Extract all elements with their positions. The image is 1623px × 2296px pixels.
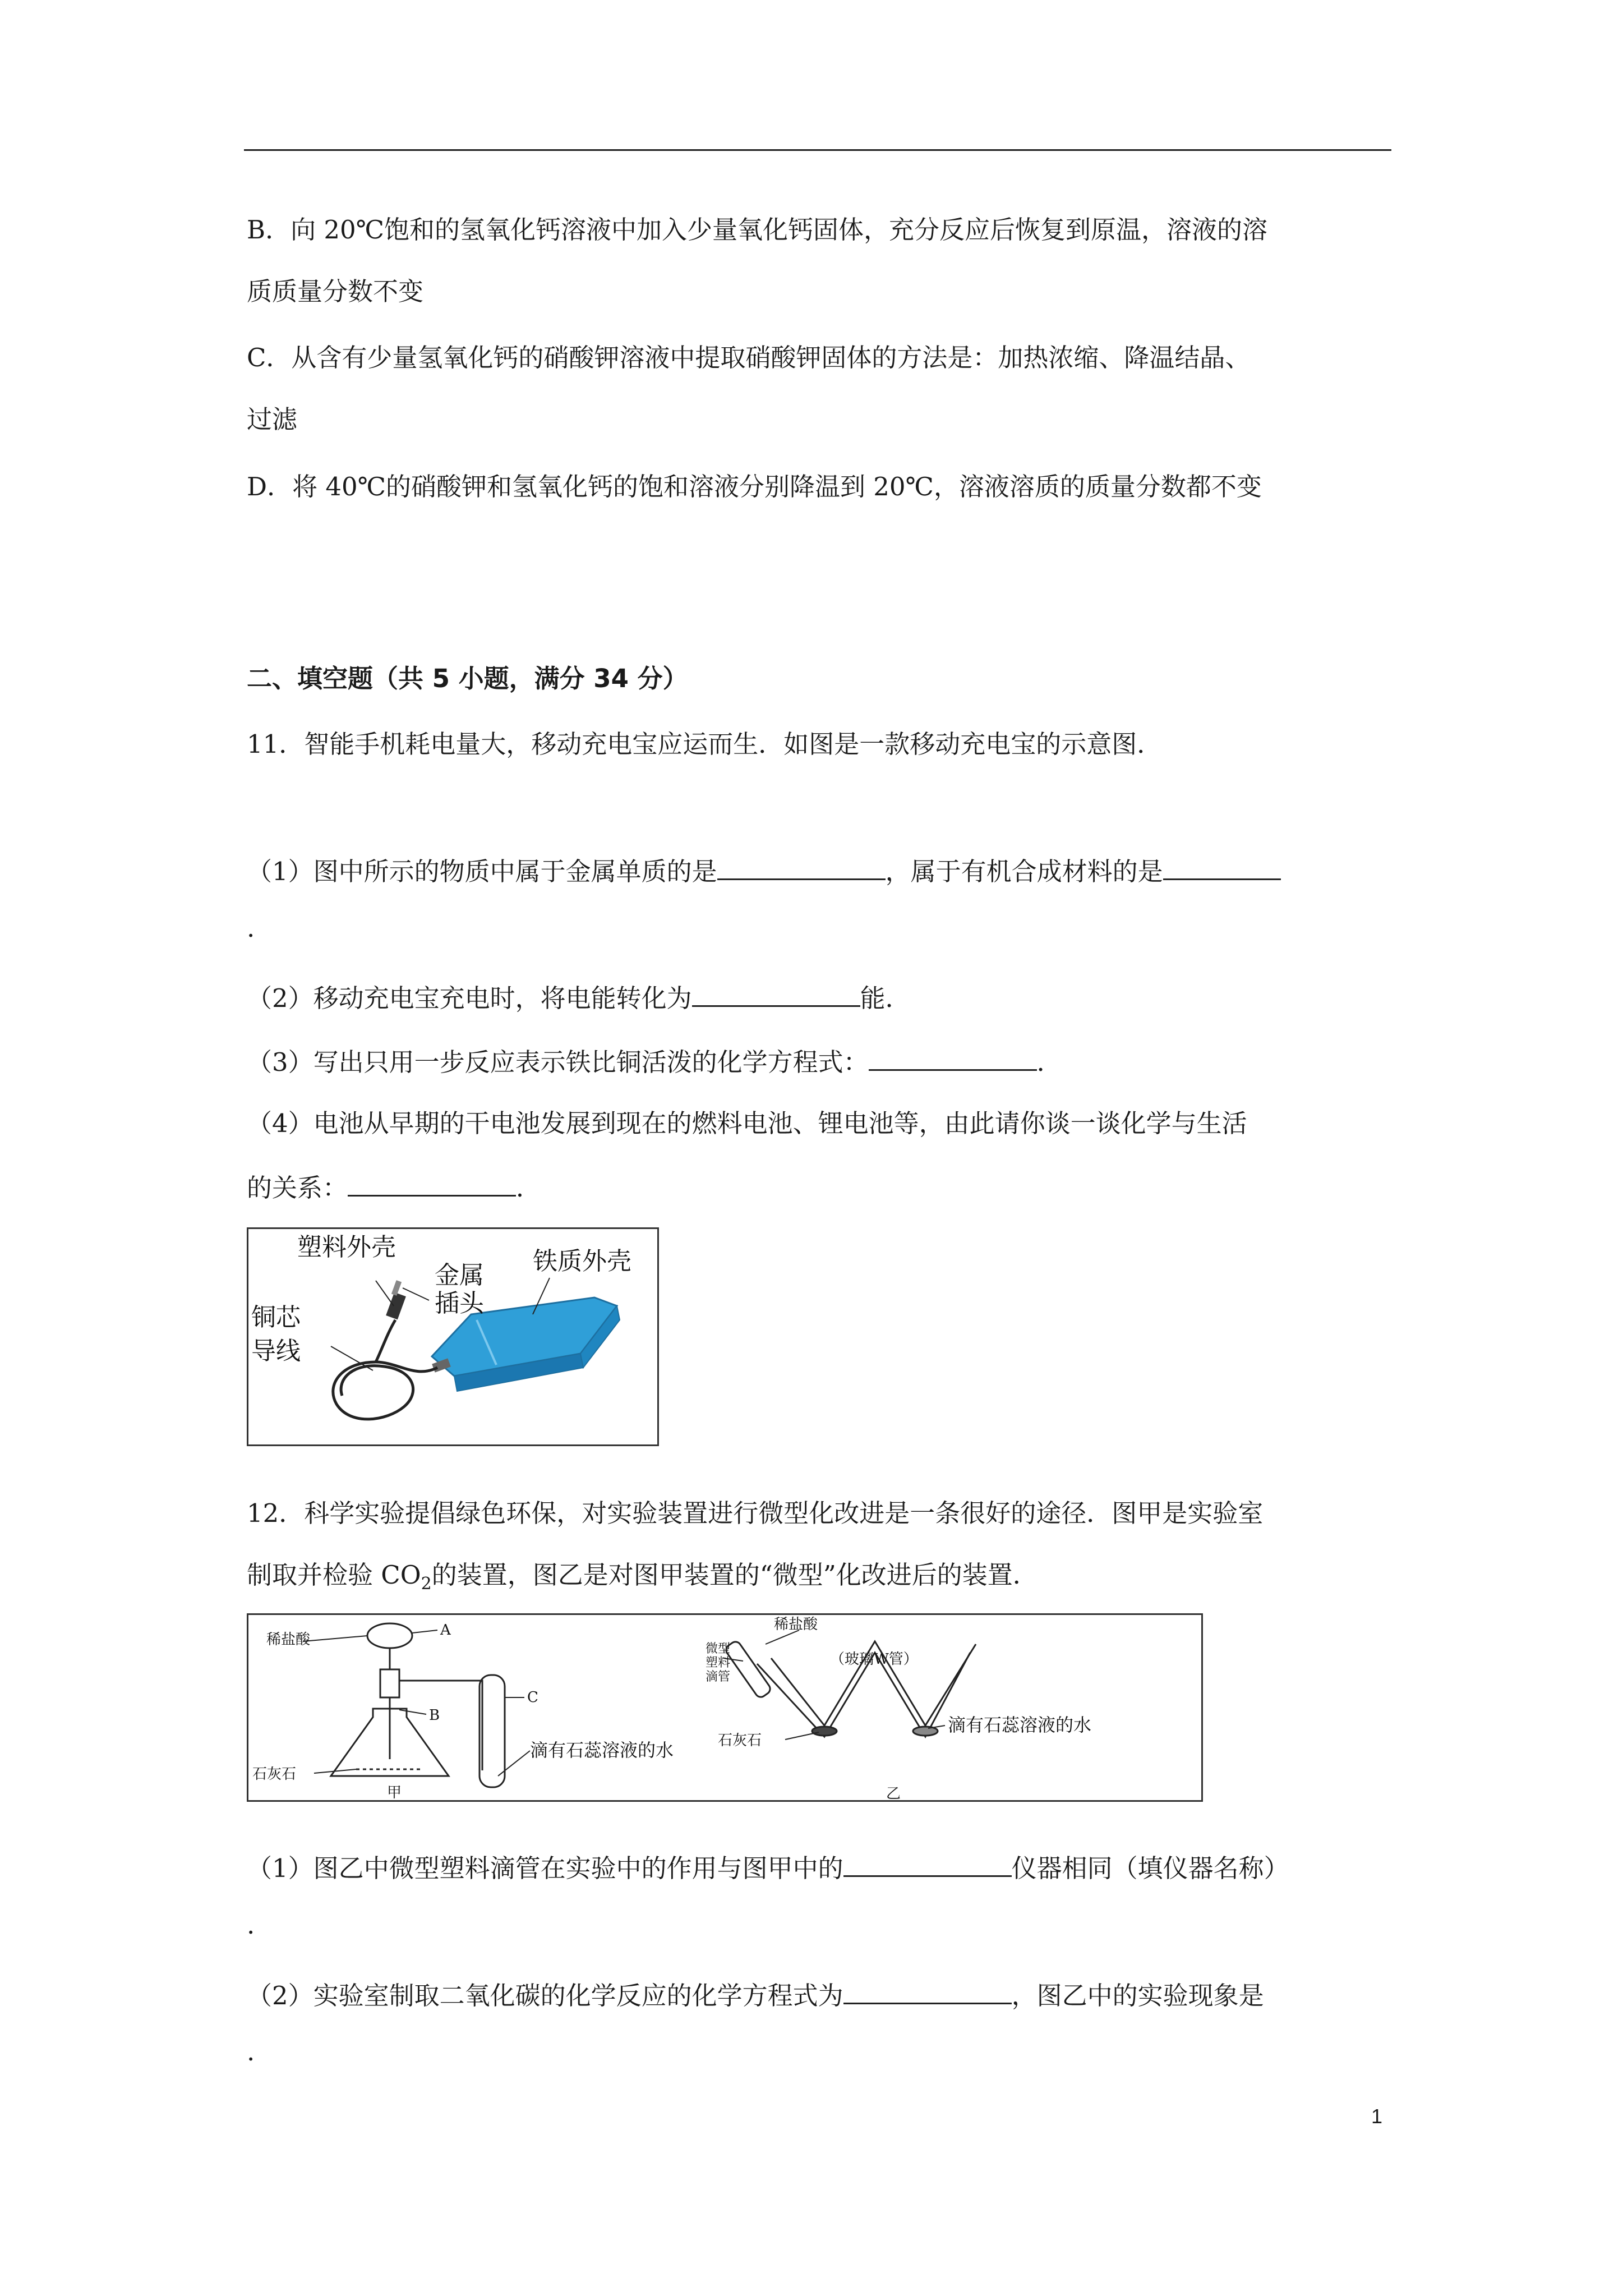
yi-dropper-label-2: 塑料: [706, 1656, 731, 1670]
yi-stone-label: 石灰石: [718, 1732, 762, 1749]
q11-part1-text-a: （1）图中所示的物质中属于金属单质的是: [247, 857, 717, 886]
q11-blank-synthetic[interactable]: [1163, 853, 1281, 880]
label-wire-2: 导线: [251, 1337, 301, 1365]
q12-part1-period: .: [247, 1910, 255, 1940]
q11-part4-line1: （4）电池从早期的干电池发展到现在的燃料电池、锂电池等，由此请你谈一谈化学与生活: [247, 1108, 1247, 1138]
q12-stem-text-a: 制取并检验 CO: [247, 1560, 421, 1590]
q10-option-d: D．将 40℃的硝酸钾和氢氧化钙的饱和溶液分别降温到 20℃，溶液溶质的质量分数都不变: [247, 472, 1262, 501]
q11-part1-text-b: ，属于有机合成材料的是: [885, 857, 1163, 886]
yi-dropper-label-1: 微型: [706, 1642, 731, 1656]
apparatus-figure: [247, 1613, 1203, 1802]
jia-label-c: C: [527, 1689, 538, 1706]
q11-part3: [247, 1043, 1062, 1079]
q11-part4-text-a: 的关系：: [247, 1173, 348, 1203]
q11-stem: 11．智能手机耗电量大，移动充电宝应运而生．如图是一款移动充电宝的示意图．: [247, 729, 1163, 759]
jia-water-label: 滴有石蕊溶液的水: [530, 1740, 674, 1761]
q11-part2-text-b: 能．: [860, 983, 911, 1013]
q12-blank-equation[interactable]: [843, 1977, 1012, 2004]
q11-part3-text-b: ．: [1036, 1047, 1062, 1077]
q11-part4-text-b: ．: [516, 1173, 542, 1203]
page-number: 1: [1371, 2105, 1383, 2128]
q12-part1: [247, 1849, 1289, 1885]
q11-part4-line2: [247, 1169, 541, 1205]
q12-part1-text-a: （1）图乙中微型塑料滴管在实验中的作用与图甲中的: [247, 1853, 843, 1883]
q12-stem-line1: 12．科学实验提倡绿色环保，对实验装置进行微型化改进是一条很好的途径．图甲是实验室: [247, 1498, 1264, 1528]
q11-blank-energy[interactable]: [692, 979, 860, 1007]
q10-option-c-line1: C．从含有少量氢氧化钙的硝酸钾溶液中提取硝酸钾固体的方法是：加热浓缩、降温结晶、: [247, 343, 1251, 372]
jia-caption: 甲: [387, 1784, 402, 1801]
power-bank-figure: [247, 1227, 659, 1446]
q11-part1: [247, 853, 1281, 889]
q12-stem-text-b: 的装置，图乙是对图甲装置的“微型”化改进后的装置．: [431, 1560, 1038, 1590]
q11-part3-text-a: （3）写出只用一步反应表示铁比铜活泼的化学方程式：: [247, 1047, 869, 1077]
q12-blank-instrument[interactable]: [843, 1849, 1012, 1877]
yi-acid-label: 稀盐酸: [774, 1616, 818, 1633]
q11-blank-relation[interactable]: [348, 1169, 516, 1197]
jia-stone-label: 石灰石: [252, 1766, 297, 1783]
jia-acid-label: 稀盐酸: [266, 1631, 311, 1648]
yi-dropper-label-3: 滴管: [706, 1670, 731, 1684]
q12-part2-period: .: [247, 2037, 255, 2067]
jia-label-a: A: [440, 1622, 451, 1639]
q12-stem-subscript: 2: [421, 1574, 432, 1594]
header-rule: [244, 149, 1391, 151]
q12-part2-text-a: （2）实验室制取二氧化碳的化学反应的化学方程式为: [247, 1981, 843, 2010]
q11-part2: [247, 979, 911, 1015]
label-iron-shell: 铁质外壳: [533, 1247, 631, 1276]
label-plug-2: 插头: [435, 1289, 484, 1318]
q10-option-b-line2: 质质量分数不变: [247, 277, 424, 306]
q12-stem-line2: [247, 1558, 1038, 1601]
yi-water-label: 滴有石蕊溶液的水: [948, 1714, 1092, 1736]
yi-caption: 乙: [886, 1786, 901, 1802]
q11-part1-period: .: [247, 913, 255, 943]
yi-tube-label: （玻璃W管）: [830, 1651, 918, 1668]
q10-option-b-line1: B．向 20℃饱和的氢氧化钙溶液中加入少量氧化钙固体，充分反应后恢复到原温，溶液的溶: [247, 215, 1267, 245]
q11-blank-equation[interactable]: [869, 1043, 1037, 1071]
label-metal-1: 金属: [435, 1261, 484, 1290]
q10-option-c-line2: 过滤: [247, 404, 298, 434]
q11-part2-text-a: （2）移动充电宝充电时，将电能转化为: [247, 983, 692, 1013]
q11-blank-metal[interactable]: [717, 853, 886, 880]
jia-label-b: B: [429, 1707, 440, 1724]
q12-part2-text-b: ，图乙中的实验现象是: [1011, 1981, 1264, 2010]
q12-part1-text-b: 仪器相同（填仪器名称）: [1011, 1853, 1289, 1883]
q12-part2: [247, 1977, 1264, 2013]
label-copper-1: 铜芯: [251, 1303, 301, 1332]
section-title: 二、填空题（共 5 小题，满分 34 分）: [247, 664, 688, 693]
label-plastic-shell: 塑料外壳: [297, 1233, 396, 1262]
